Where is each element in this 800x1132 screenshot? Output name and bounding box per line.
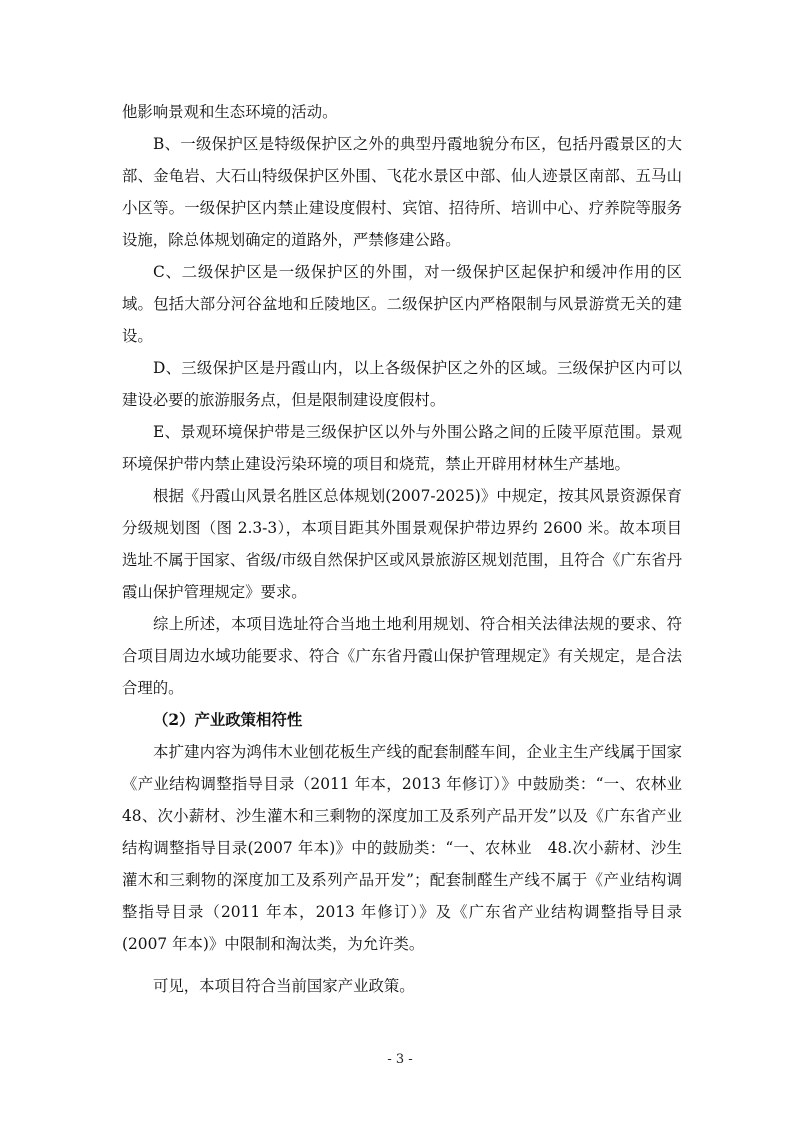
paragraph-conclusion: 可见，本项目符合当前国家产业政策。 bbox=[153, 977, 415, 995]
body-text bbox=[122, 96, 698, 1002]
page-number: - 3 - bbox=[387, 1052, 413, 1067]
paragraph-second-level-protection: C、二级保护区是一级保护区的外围，对一级保护区起保护和缓冲作用的区域。包括大部分河谷盆地和丘陵地区。二级保护区内严格限制与风景游赏无关的建设。 bbox=[122, 263, 682, 345]
paragraph-continuation: 他影响景观和生态环境的活动。 bbox=[122, 103, 338, 121]
paragraph-summary: 综上所述，本项目选址符合当地土地利用规划、符合相关法律法规的要求、符合项目周边水域功能要求、符合《广东省丹霞山保护管理规定》有关规定，是合法合理的。 bbox=[122, 615, 682, 697]
paragraph-planning-basis: 根据《丹霞山风景名胜区总体规划(2007-2025)》中规定，按其风景资源保育分级规划图（图 2.3-3），本项目距其外围景观保护带边界约 2600 米。故本项目选址不属于国家、省级/市级自然保护区或风景旅游区规划范围，且符合《广东省丹霞山保护管理规定》要求。 bbox=[122, 487, 682, 601]
paragraph-industry-policy: 本扩建内容为鸿伟木业刨花板生产线的配套制醛车间，企业主生产线属于国家《产业结构调整指导目录（2011 年本，2013 年修订）》中鼓励类：“一、农林业 48、次小薪材、沙生灌木和三剩物的深度加工及系列产品开发”以及《广东省产业结构调整指导目录(2007 年本)》中的鼓励类：“一、农林业 48.次小薪材、沙生灌木和三剩物的深度加工及系列产品开发”；配套制醛生产线不属于《产业结构调整指导目录（2011 年本，2013 年修订）》及《广东省产业结构调整指导目录(2007 年本)》中限制和淘汰类，为允许类。 bbox=[122, 743, 698, 953]
paragraph-landscape-buffer-zone: E、景观环境保护带是三级保护区以外与外围公路之间的丘陵平原范围。景观环境保护带内禁止建设污染环境的项目和烧荒，禁止开辟用材林生产基地。 bbox=[122, 423, 682, 473]
paragraph-third-level-protection: D、三级保护区是丹霞山内，以上各级保护区之外的区域。三级保护区内可以建设必要的旅游服务点，但是限制建设度假村。 bbox=[122, 359, 682, 409]
section-heading-industry-policy: （2）产业政策相符性 bbox=[153, 711, 303, 729]
paragraph-first-level-protection: B、一级保护区是特级保护区之外的典型丹霞地貌分布区，包括丹霞景区的大部、金龟岩、大石山特级保护区外围、飞花水景区中部、仙人迹景区南部、五马山小区等。一级保护区内禁止建设度假村、宾馆、招待所、培训中心、疗养院等服务设施，除总体规划确定的道路外，严禁修建公路。 bbox=[122, 135, 682, 249]
